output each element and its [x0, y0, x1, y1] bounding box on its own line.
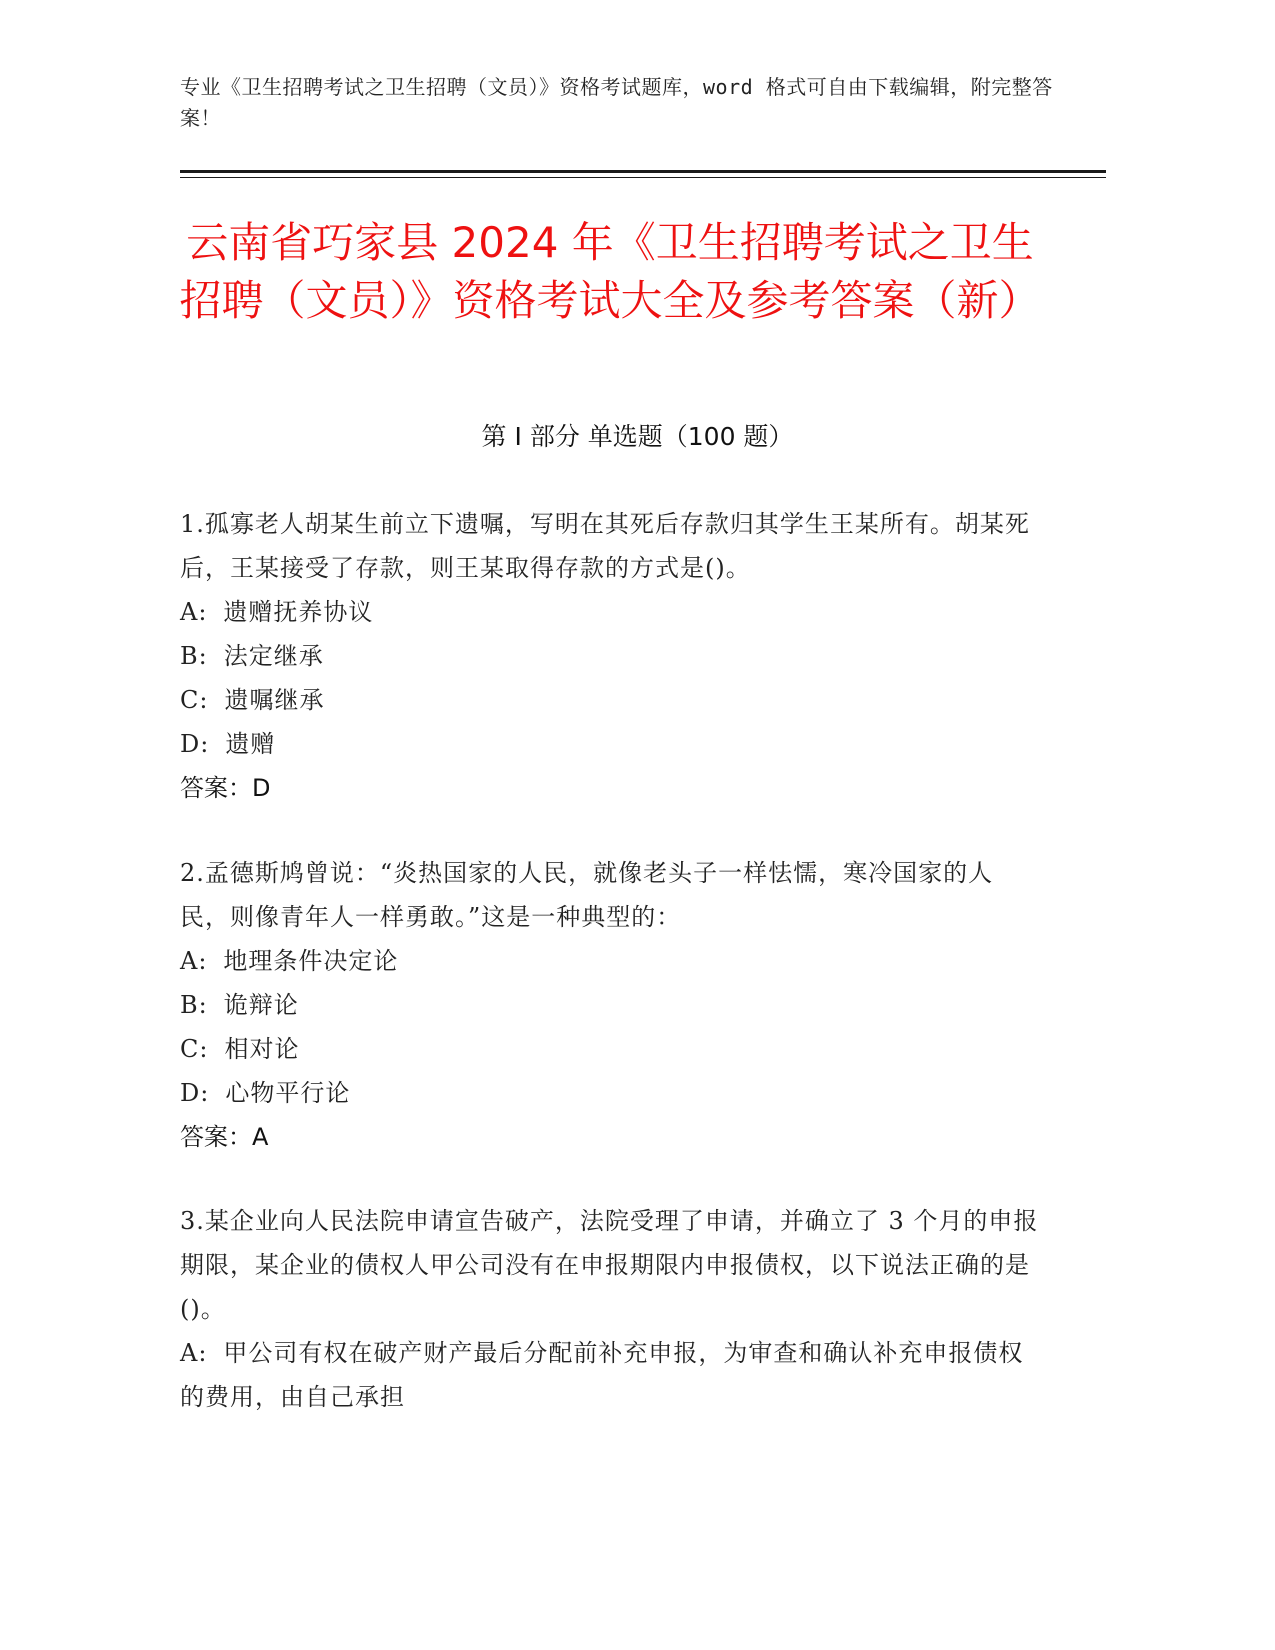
option-b — [180, 634, 1040, 678]
option-a — [180, 1331, 1040, 1419]
option-key: B: — [180, 991, 208, 1019]
question-1 — [180, 502, 1040, 810]
option-b — [180, 983, 1040, 1027]
option-a — [180, 939, 1040, 983]
option-c — [180, 1027, 1040, 1071]
option-text: 遗赠 — [225, 730, 276, 758]
answer-line: 答案：D — [180, 774, 271, 802]
option-text: 诡辩论 — [223, 991, 299, 1019]
section-heading: 第 I 部分 单选题（100 题） — [481, 422, 794, 451]
option-c — [180, 678, 1040, 722]
option-text: 法定继承 — [223, 642, 324, 670]
option-text: 遗嘱继承 — [224, 686, 325, 714]
option-key: D: — [180, 1079, 210, 1107]
option-d — [180, 722, 1040, 766]
question-2 — [180, 851, 1040, 1159]
question-stem: 2.孟德斯鸠曾说：“炎热国家的人民，就像老头子一样怯懦，寒冷国家的人民，则像青年人一样勇敢。”这是一种典型的： — [180, 859, 994, 931]
option-text: 心物平行论 — [225, 1079, 351, 1107]
header-divider-thin — [180, 177, 1106, 178]
option-key: A: — [180, 598, 208, 626]
option-d — [180, 1071, 1040, 1115]
option-key: D: — [180, 730, 210, 758]
option-text: 相对论 — [224, 1035, 300, 1063]
option-key: C: — [180, 686, 209, 714]
option-text: 地理条件决定论 — [223, 947, 399, 975]
answer-line: 答案：A — [180, 1123, 269, 1151]
header-note: 专业《卫生招聘考试之卫生招聘（文员）》资格考试题库，word 格式可自由下载编辑，附完整答案！ — [180, 75, 1053, 130]
option-a — [180, 590, 1040, 634]
document-title: 云南省巧家县 2024 年《卫生招聘考试之卫生招聘（文员）》资格考试大全及参考答案（新） — [179, 218, 1041, 325]
option-key: B: — [180, 642, 208, 670]
option-key: C: — [180, 1035, 209, 1063]
option-key: A: — [180, 1339, 208, 1367]
question-3 — [180, 1199, 1040, 1419]
option-key: A: — [180, 947, 208, 975]
question-stem: 3.某企业向人民法院申请宣告破产，法院受理了申请，并确立了 3 个月的申报期限，某企业的债权人甲公司没有在申报期限内申报债权，以下说法正确的是()。 — [180, 1207, 1039, 1323]
option-text: 遗赠抚养协议 — [223, 598, 374, 626]
header-divider-thick — [180, 170, 1106, 173]
option-text: 甲公司有权在破产财产最后分配前补充申报，为审查和确认补充申报债权的费用，由自己承担 — [180, 1339, 1024, 1411]
question-stem: 1.孤寡老人胡某生前立下遗嘱，写明在其死后存款归其学生王某所有。胡某死后，王某接受了存款，则王某取得存款的方式是()。 — [180, 510, 1030, 582]
